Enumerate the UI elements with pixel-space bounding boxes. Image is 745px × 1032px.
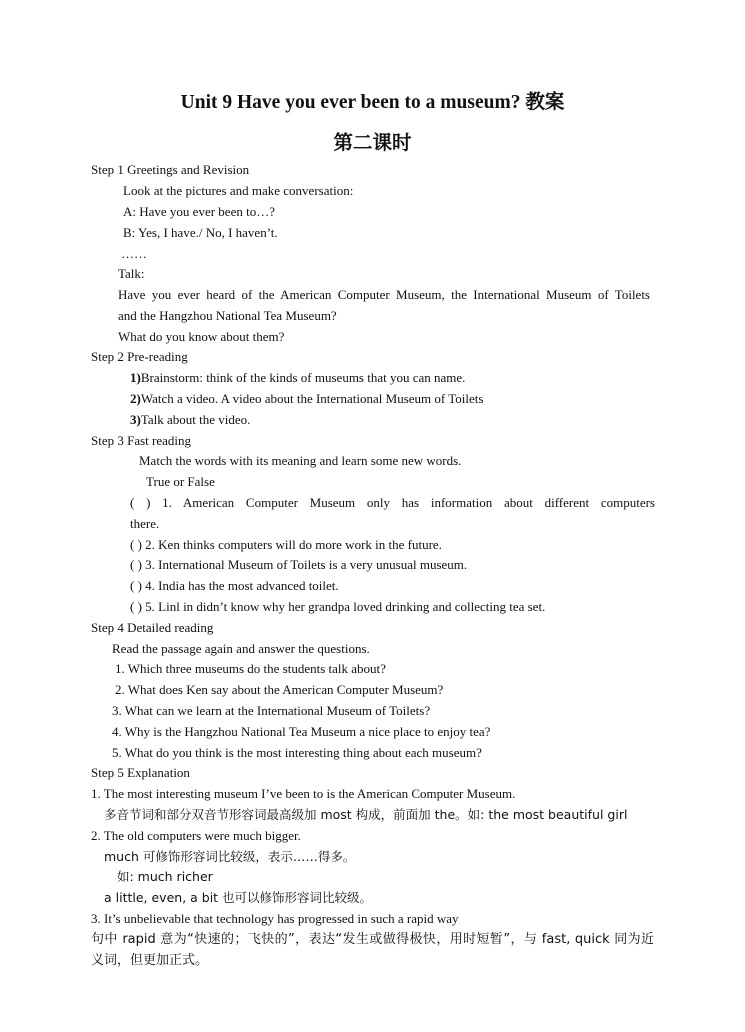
tf-item-2: ( ) 2. Ken thinks computers will do more work in the future. [130, 537, 442, 552]
question-3: 3. What can we learn at the International Museum of Toilets? [112, 703, 431, 718]
item-text: Talk about the video. [140, 412, 251, 427]
explanation-2-sentence: 2. The old computers were much bigger. [91, 828, 301, 843]
tf-item-4: ( ) 4. India has the most advanced toilet. [130, 578, 339, 593]
step3-heading: Step 3 Fast reading [91, 433, 192, 448]
step2-heading: Step 2 Pre-reading [91, 349, 188, 364]
document-title: Unit 9 Have you ever been to a museum? 教案 [180, 92, 565, 113]
talk-question-line1: Have you ever heard of the American Computer Museum, the International Museum of Toilets [118, 287, 650, 302]
explanation-3-note-line1: 句中 rapid 意为“快速的；飞快的”，表达“发生或做得极快，用时短暂”，与 fast, quick 同为近 [91, 932, 654, 947]
ellipsis-line: …… [121, 246, 147, 261]
step1-instruction: Look at the pictures and make conversation: [123, 183, 354, 198]
item-number: 1) [130, 370, 141, 385]
item-number: 3) [130, 412, 141, 427]
step3-instruction: Match the words with its meaning and learn some new words. [139, 453, 462, 468]
item-number: 2) [130, 391, 141, 406]
tf-item-1-continued: there. [130, 516, 160, 531]
pre-reading-item-1 [130, 370, 465, 386]
step1-heading: Step 1 Greetings and Revision [91, 162, 250, 177]
step4-instruction: Read the passage again and answer the questions. [112, 641, 370, 656]
explanation-1-sentence: 1. The most interesting museum I’ve been to is the American Computer Museum. [91, 786, 516, 801]
explanation-1-note: 多音节词和部分双音节形容词最高级加 most 构成，前面加 the。如: the most beautiful girl [104, 807, 628, 822]
step5-heading: Step 5 Explanation [91, 765, 190, 780]
talk-label: Talk: [118, 266, 145, 281]
item-text: Brainstorm: think of the kinds of museums that you can name. [140, 370, 466, 385]
question-4: 4. Why is the Hangzhou National Tea Museum a nice place to enjoy tea? [112, 724, 491, 739]
dialogue-line-a: A: Have you ever been to…? [123, 204, 275, 219]
question-2: 2. What does Ken say about the American Computer Museum? [115, 682, 444, 697]
lesson-subtitle: 第二课时 [333, 133, 412, 154]
pre-reading-item-3 [130, 412, 250, 428]
item-text: Watch a video. A video about the International Museum of Toilets [140, 391, 484, 406]
explanation-3-note-line2: 义词，但更加正式。 [91, 953, 209, 968]
explanation-2-note: much 可修饰形容词比较级，表示……得多。 [104, 849, 356, 864]
explanation-2-example: 如: much richer [117, 869, 213, 884]
talk-question-line3: What do you know about them? [118, 329, 285, 344]
explanation-2-extra: a little, even, a bit 也可以修饰形容词比较级。 [104, 890, 373, 905]
talk-question-line2: and the Hangzhou National Tea Museum? [118, 308, 337, 323]
dialogue-line-b: B: Yes, I have./ No, I haven’t. [123, 225, 278, 240]
tf-item-1: ( ) 1. American Computer Museum only has information about different computers [130, 495, 655, 510]
step4-heading: Step 4 Detailed reading [91, 620, 214, 635]
true-false-label: True or False [146, 474, 215, 489]
tf-item-5: ( ) 5. Linl in didn’t know why her grandpa loved drinking and collecting tea set. [130, 599, 546, 614]
question-5: 5. What do you think is the most interesting thing about each museum? [112, 745, 482, 760]
explanation-3-sentence: 3. It’s unbelievable that technology has progressed in such a rapid way [91, 911, 459, 926]
pre-reading-item-2 [130, 391, 483, 407]
question-1: 1. Which three museums do the students talk about? [115, 661, 386, 676]
tf-item-3: ( ) 3. International Museum of Toilets is a very unusual museum. [130, 557, 468, 572]
